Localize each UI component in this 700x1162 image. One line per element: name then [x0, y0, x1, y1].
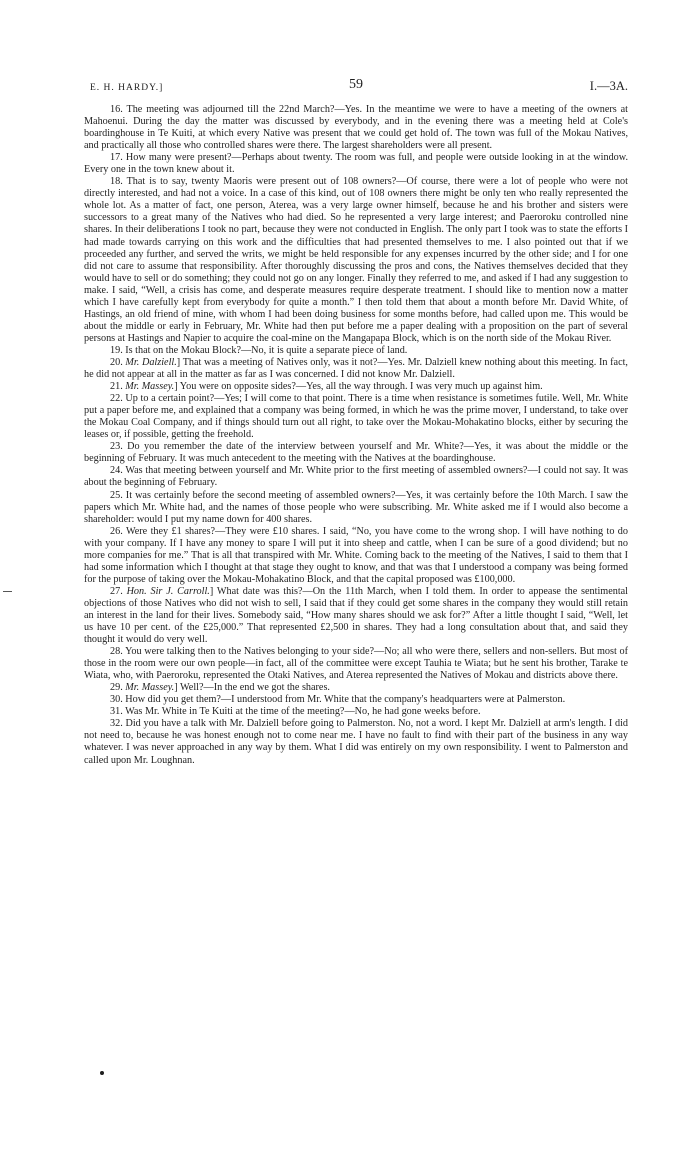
question-text: Was Mr. White in Te Kuiti at the time of the meeting?—No, he had gone weeks before.: [125, 706, 481, 718]
question-paragraph: 20. Mr. Dalziell.] That was a meeting of Natives only, was it not?—Yes. Mr. Dalziell knew nothing about this meeting. In fact, he did not appear at all in the matter as far as I was concerned. I did not know Mr. Dalziell.: [84, 356, 628, 381]
question-paragraph: [84, 646, 628, 682]
margin-mark: [3, 591, 12, 592]
question-text: Is that on the Mokau Block?—No, it is quite a separate piece of land.: [125, 344, 408, 356]
speaker-name: Mr. Dalziell.: [125, 356, 177, 368]
question-number: 26.: [110, 525, 123, 537]
question-number: 24.: [110, 465, 123, 477]
question-number: 18.: [110, 176, 123, 188]
question-text: Were they £1 shares?—They were £10 shares. I said, “No, you have come to the wrong shop. I will have nothing to do with your company. If I have any money to spare I will put it into sheep and cattle, when I can be sure of a good dividend; but no more companies for me.” That is all that transpired with Mr. White. Coming back to the meeting of the Natives, I said to them that I had some information which I thought at that stage they ought to know, and that was that I understood a company was being formed for the purpose of taking over the Mokau-Mohakatino Block, and that the capital proposed was £100,000.: [84, 525, 628, 585]
question-text: Was that meeting between yourself and Mr. White prior to the first meeting of assembled owners?—I could not say. It was about the beginning of February.: [84, 465, 628, 489]
question-paragraph: [84, 441, 628, 465]
question-number: 29.: [110, 682, 123, 694]
speaker-name: Mr. Massey.: [125, 682, 175, 694]
question-number: 20.: [110, 356, 123, 368]
question-text: You were on opposite sides?—Yes, all the way through. I was very much up against him.: [179, 381, 543, 393]
header-witness: E. H. HARDY.]: [90, 83, 164, 93]
page-header: [84, 77, 628, 96]
question-text: What date was this?—On the 11th March, when I told them. In order to appease the sentimental objections of those Natives who did not wish to sell, I said that if they could get some shares in the company they would still retain an interest in the land for their lives. Somebody said, “How many shares should we ask for?” After a little thought I said, “Well, let us have 10 per cent. of the £25,000.” That represented £2,500 in shares. They had a long consultation about that, and said they thought it would do very well.: [84, 585, 629, 646]
question-number: 16.: [110, 104, 123, 115]
question-number: 32.: [110, 718, 123, 730]
question-paragraph: 21. Mr. Massey.] You were on opposite sides?—Yes, all the way through. I was very much up against him.: [110, 381, 543, 393]
question-number: 25.: [110, 489, 123, 501]
question-number: 27.: [110, 585, 123, 597]
document-body: [84, 104, 628, 767]
question-paragraph: 29. Mr. Massey.] Well?—In the end we got the shares.: [110, 682, 330, 694]
question-number: 19.: [110, 344, 123, 356]
question-paragraph: [84, 694, 628, 706]
bullet-mark: [100, 1071, 104, 1075]
question-text: That was a meeting of Natives only, was it not?—Yes. Mr. Dalziell knew nothing about this meeting. In fact, he did not appear at all in the matter as far as I was concerned. I did not know Mr. Dalziell.: [84, 356, 628, 381]
question-text: How did you get them?—I understood from Mr. White that the company's headquarters were at Palmerston.: [125, 694, 566, 706]
header-reference: I.—3A.: [589, 79, 628, 93]
question-text: How many were present?—Perhaps about twenty. The room was full, and people were outside looking in at the window. Every one in the town knew about it.: [84, 152, 628, 176]
question-number: 31.: [110, 706, 123, 718]
question-text: Well?—In the end we got the shares.: [180, 682, 330, 694]
question-paragraph: [84, 393, 628, 441]
question-text: That is to say, twenty Maoris were present out of 108 owners?—Of course, there were a lot of people who were not directly interested, and had not a voice. In a case of this kind, out of 108 owners there might be only ten who really represented the whole lot. As a matter of fact, one person, Aterea, was a very large owner himself, because he and his brother and sisters were successors to a great many of the Natives who had died. So he represented a very large interest; and Paeroroku controlled nine shares. In their deliberations I took no part, because they were not conducted in English. The only part I took was to state the efforts I had made towards carrying on this work and the difficulties that had presented themselves to me. I also pointed out that if we proceeded any further, and served the writs, we might be held responsible for any expenses incurred by the other side; and I for one did not care to assume that responsibility. After thoroughly discussing the pros and cons, the Natives themselves decided that they would have to sell or do something; they could not go on any longer. Finally they referred to me, and asked if I had any suggestion to make. I said, “Well, a crisis has come, and desperate measures require desperate treatment. I should like to mention now a matter which I have carefully kept from everybody for quite a month.” I then told them that about a month before Mr. David White, of Hastings, an old friend of mine, with whom I had been doing business for some months before, had called upon me. This would be about the middle or early in February, Mr. White had then put before me a paper dealing with a proposition on the part of several persons at Hastings and Napier to acquire the coal-mine on the Mangapapa Block, which is on the north side of the Mokau River.: [84, 176, 628, 344]
question-paragraph: [84, 718, 628, 766]
question-number: 22.: [110, 393, 123, 405]
question-text: The meeting was adjourned till the 22nd March?—Yes. In the meantime we were to have a meeting of the owners at Mahoenui. During the day the matter was discussed by everybody, and in the evening there was a meeting held at Cole's boardinghouse in Te Kuiti, at which every Native was present that we could get hold of. The town was full of the Mokau Natives, and practically all those who controlled shares were there. The largest shareholders were all present.: [84, 104, 628, 152]
question-text: Did you have a talk with Mr. Dalziell before going to Palmerston. No, not a word. I kept Mr. Dalziell at arm's length. I did not need to, because he was honest enough not to come near me. I have no fault to find with their part of the business in any way whatever. I was never approached in any way by them. What I did was entirely on my own responsibility. I went to Palmerston and called upon Mr. Loughnan.: [84, 718, 628, 766]
question-number: 30.: [110, 694, 123, 706]
question-paragraph: [84, 176, 628, 345]
page-number: 59: [349, 77, 363, 92]
question-number: 21.: [110, 381, 123, 393]
question-number: 23.: [110, 441, 123, 453]
question-text: It was certainly before the second meeting of assembled owners?—Yes, it was certainly before the 10th March. I saw the papers which Mr. White had, and the names of those people who were subscribing. Mr. White asked me if I would also become a shareholder: would I put my name down for 400 shares.: [84, 489, 629, 525]
question-number: 28.: [110, 646, 123, 658]
question-paragraph: [84, 104, 628, 152]
question-paragraph: [84, 345, 628, 357]
question-paragraph: [84, 490, 628, 526]
speaker-name: Mr. Massey.: [125, 381, 175, 393]
question-number: 17.: [110, 152, 123, 164]
question-paragraph: [84, 706, 628, 718]
question-paragraph: [84, 465, 628, 489]
question-paragraph: [84, 152, 628, 176]
question-text: You were talking then to the Natives belonging to your side?—No; all who were there, sellers and non-sellers. But most of those in the room were our own people—in fact, all of the committee were except Tauhia te Wiata; but he sent his brother, Tarake te Wiata, who, with Paeroroku, represented the Otaki Natives, and Aterea represented the Natives of Mokau and districts above there.: [84, 646, 628, 682]
question-text: Do you remember the date of the interview between yourself and Mr. White?—Yes, it was about the middle or the beginning of February. It was much antecedent to the meeting with the Natives at the boardinghouse.: [84, 441, 629, 465]
question-text: Up to a certain point?—Yes; I will come to that point. There is a time when resistance is sometimes futile. Well, Mr. White put a paper before me, and explained that a company was being formed, in which he was the prime mover, I understand, to take over the Mokau Coal Company, and if things should turn out all right, to take over the Mokau-Mohakatino blocks, either by securing the leases or, if possible, getting the freehold.: [84, 393, 629, 441]
question-paragraph: 27. Hon. Sir J. Carroll.] What date was this?—On the 11th March, when I told them. In order to appease the sentimental objections of those Natives who did not wish to sell, I said that if they could get some shares in the company they would still retain an interest in the land for their lives. Somebody said, “How many shares should we ask for?” After a little thought I said, “Well, let us have 10 per cent. of the £25,000.” That represented £2,500 in shares. They had a long consultation about that, and said they thought it would do very well.: [84, 585, 629, 646]
question-paragraph: [84, 526, 628, 586]
speaker-name: Hon. Sir J. Carroll.: [126, 585, 210, 597]
